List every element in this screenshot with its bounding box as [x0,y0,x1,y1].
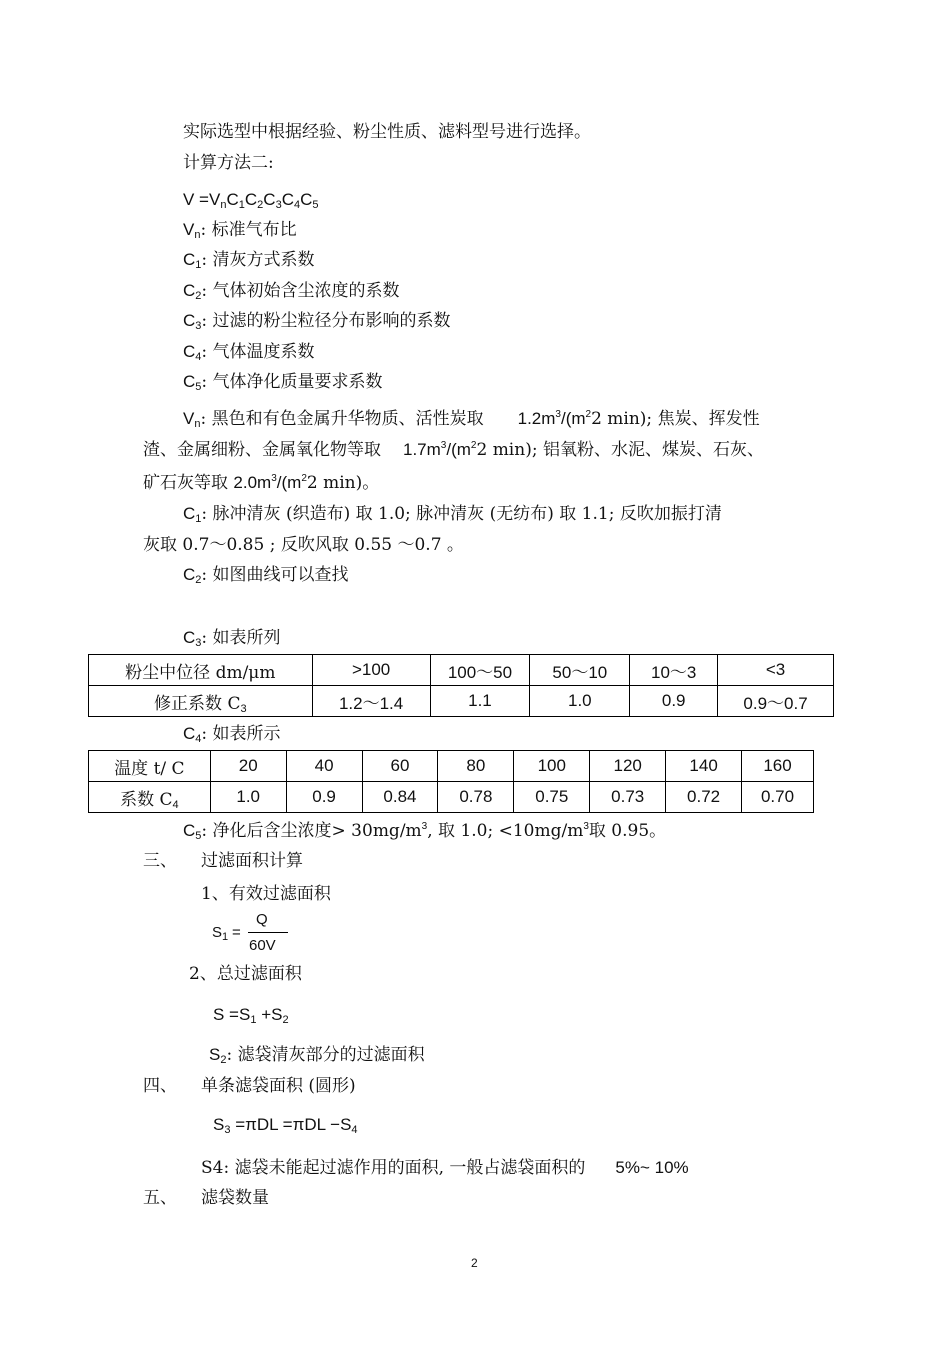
table-cell: 粉尘中位径 dm/μm [89,655,313,686]
table-cell: 100～50 [430,655,530,686]
table-cell: 20 [210,751,286,782]
method-two-heading: 计算方法二: [183,153,274,173]
table-cell: 0.72 [666,782,742,813]
c2-line: $C_2$: 如图曲线可以查找 [183,565,349,586]
item-total-area: 2、总过滤面积 [189,964,302,984]
table-row [89,782,814,813]
table-cell: 160 [742,751,814,782]
formula-s3: $S_3 =\pi DL =\pi DL -S_4$ [213,1115,358,1136]
vn-paragraph-line-1: $V_n$: 黑色和有色金属升华物质、活性炭取 $1.2m^3/(m^22$ min); 焦炭、挥发性 [183,409,760,430]
table-cell: 120 [590,751,666,782]
c2-definition: $C_2$: 气体初始含尘浓度的系数 [183,281,400,302]
c4-table [88,750,814,813]
c1-paragraph-line-1: $C_1$: 脉冲清灰 (织造布) 取 1.0; 脉冲清灰 (无纺布) 取 1.1; 反吹加振打清 [183,504,722,525]
section-4-title: 单条滤袋面积 (圆形) [201,1076,356,1096]
section-5-title: 滤袋数量 [201,1188,269,1208]
table-cell: 60 [362,751,438,782]
table-cell: 100 [514,751,590,782]
table-cell: 0.9 [286,782,362,813]
table-cell: 0.75 [514,782,590,813]
vn-paragraph-line-2: 渣、金属细粉、金属氧化物等取 $1.7m^3/(m^22$ min); 铝氧粉、水泥、煤炭、石灰、 [143,440,764,460]
table-cell: 1.0 [530,686,630,717]
table-row [89,655,834,686]
table-cell: 50～10 [530,655,630,686]
table-cell: 0.9～0.7 [718,686,834,717]
table-cell: 10～3 [630,655,718,686]
page-number: 2 [471,1256,478,1270]
table-cell: 1.2～1.4 [312,686,430,717]
table-cell: 1.0 [210,782,286,813]
formula-s1: $S_1$ = Q 60V [212,910,292,958]
c4-definition: $C_4$: 气体温度系数 [183,342,315,363]
c3-table [88,654,834,717]
s2-definition: $S_2$: 滤袋清灰部分的过滤面积 [209,1045,425,1066]
section-5-number: 五、 [143,1188,177,1208]
table-cell: >100 [312,655,430,686]
c5-line: $C_5$: 净化后含尘浓度> $30mg/m^3$, 取 1.0; $<10mg/m^3$取 0.95。 [183,821,667,842]
table-cell: <3 [718,655,834,686]
formula-s-total: $S =S_1 +S_2$ [213,1005,289,1026]
table-cell: 80 [438,751,514,782]
section-3-title: 过滤面积计算 [201,851,303,871]
c3-definition: $C_3$: 过滤的粉尘粒径分布影响的系数 [183,311,451,332]
table-cell: 温度 t/ C [89,751,211,782]
item-effective-area: 1、有效过滤面积 [201,884,331,904]
vn-paragraph-line-3: 矿石灰等取 $2.0m^3/(m^22$ min)。 [143,473,380,493]
c1-definition: $C_1$: 清灰方式系数 [183,250,315,271]
formula-v: $V =V_nC_1C_2C_3C_4C_5$ [183,190,319,211]
table-cell: 0.73 [590,782,666,813]
table-cell: 系数 $C_4$ [89,782,211,813]
table-cell: 1.1 [430,686,530,717]
table-cell: 修正系数 $C_3$ [89,686,313,717]
table-row [89,751,814,782]
section-3-number: 三、 [143,851,177,871]
table-cell: 0.9 [630,686,718,717]
table-row [89,686,834,717]
c4-line: $C_4$: 如表所示 [183,724,281,745]
vn-definition: $V_n$: 标准气布比 [183,220,297,241]
c3-line: $C_3$: 如表所列 [183,628,281,649]
table-cell: 0.70 [742,782,814,813]
table-cell: 0.78 [438,782,514,813]
intro-text: 实际选型中根据经验、粉尘性质、滤料型号进行选择。 [183,122,591,142]
table-cell: 140 [666,751,742,782]
table-cell: 40 [286,751,362,782]
table-cell: 0.84 [362,782,438,813]
section-4-number: 四、 [143,1076,177,1096]
s4-definition: S4: 滤袋未能起过滤作用的面积, 一般占滤袋面积的 5%~ 10% [201,1158,689,1178]
c1-paragraph-line-2: 灰取 0.7～0.85 ; 反吹风取 0.55 ～0.7 。 [143,535,464,555]
c5-definition: $C_5$: 气体净化质量要求系数 [183,372,383,393]
